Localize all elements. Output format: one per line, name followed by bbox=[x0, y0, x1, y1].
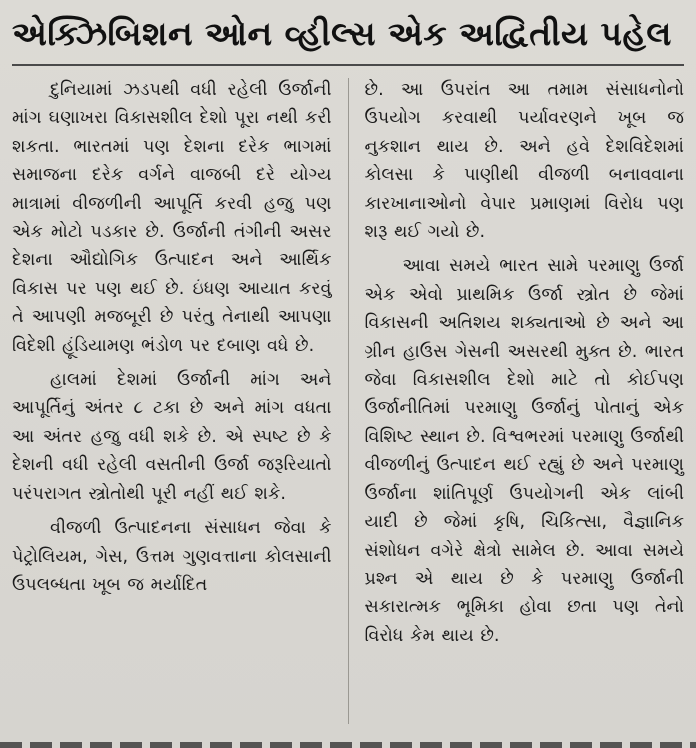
left-column bbox=[12, 76, 332, 726]
article-body bbox=[12, 76, 684, 726]
paragraph: છે. આ ઉપરાંત આ તમામ સંસાધનોનો ઉપયોગ કરવાથી પર્યાવરણને ખૂબ જ નુકશાન થાય છે. અને હવે દેશવિદેશમાં કોલસા કે પાણીથી વીજળી બનાવવાના કારખાનાઓનો વેપાર પ્રમાણમાં વિરોધ પણ શરૂ થઈ ગયો છે. bbox=[364, 80, 684, 243]
headline-divider bbox=[12, 64, 684, 66]
paragraph: વીજળી ઉત્પાદનના સંસાધન જેવા કે પેટ્રોલિયમ, ગેસ, ઉત્તમ ગુણવત્તાના કોલસાની ઉપલબ્ધતા ખૂબ જ મર્યાદિત bbox=[12, 518, 332, 595]
bottom-border bbox=[0, 742, 696, 748]
paragraph: દુનિયામાં ઝડપથી વધી રહેલી ઉર્જાની માંગ ઘણાખરા વિકાસશીલ દેશો પૂરા નથી કરી શકતા. ભારતમાં પણ દેશના દરેક ભાગમાં સમાજના દરેક વર્ગને વાજબી દરે યોગ્ય માત્રામાં વીજળીની આપૂર્તિ કરવી હજુ પણ એક મોટો પડકાર છે. ઉર્જાની તંગીની અસર દેશના ઔદ્યોગિક ઉત્પાદન અને આર્થિક વિકાસ પર પણ થઈ છે. ઇંધણ આયાત કરવું તે આપણી મજબૂરી છે પરંતુ તેનાથી આપણા વિદેશી હૂંડિયામણ ભંડોળ પર દબાણ વધે છે. bbox=[12, 80, 332, 356]
right-column bbox=[365, 76, 685, 726]
paragraph: આવા સમયે ભારત સામે પરમાણુ ઉર્જા એક એવો પ્રાથમિક ઉર્જા સ્ત્રોત છે જેમાં વિકાસની અતિશય શક્યતાઓ છે અને આ ગ્રીન હાઉસ ગેસની અસરથી મુક્ત છે. ભારત જેવા વિકાસશીલ દેશો માટે તો કોઈપણ ઉર્જાનીતિમાં પરમાણુ ઉર્જાનું પોતાનું એક વિશિષ્ટ સ્થાન છે. વિશ્વભરમાં પરમાણુ ઉર્જાથી વીજળીનું ઉત્પાદન થઈ રહ્યું છે અને પરમાણુ ઉર્જાના શાંતિપૂર્ણ ઉપયોગની એક લાંબી યાદી છે જેમાં કૃષિ, ચિકિત્સા, વૈજ્ઞાનિક સંશોધન વગેરે ક્ષેત્રો સામેલ છે. આવા સમયે પ્રશ્ન એ થાય છે કે પરમાણુ ઉર્જાની સકારાત્મક ભૂમિકા હોવા છતા પણ તેનો વિરોધ કેમ થાય છે. bbox=[364, 256, 684, 646]
column-divider bbox=[348, 78, 349, 724]
paragraph: હાલમાં દેશમાં ઉર્જાની માંગ અને આપૂર્તિનું અંતર ૮ ટકા છે અને માંગ વધતા આ અંતર હજુ વધી શકે છે. એ સ્પષ્ટ છે કે દેશની વધી રહેલી વસતીની ઉર્જા જરૂરિયાતો પરંપરાગત સ્ત્રોતોથી પૂરી નહીં થઈ શકે. bbox=[12, 370, 332, 504]
article-headline: એક્ઝિબિશન ઓન વ્હીલ્સ એક અદ્વિતીય પહેલ bbox=[12, 14, 672, 53]
